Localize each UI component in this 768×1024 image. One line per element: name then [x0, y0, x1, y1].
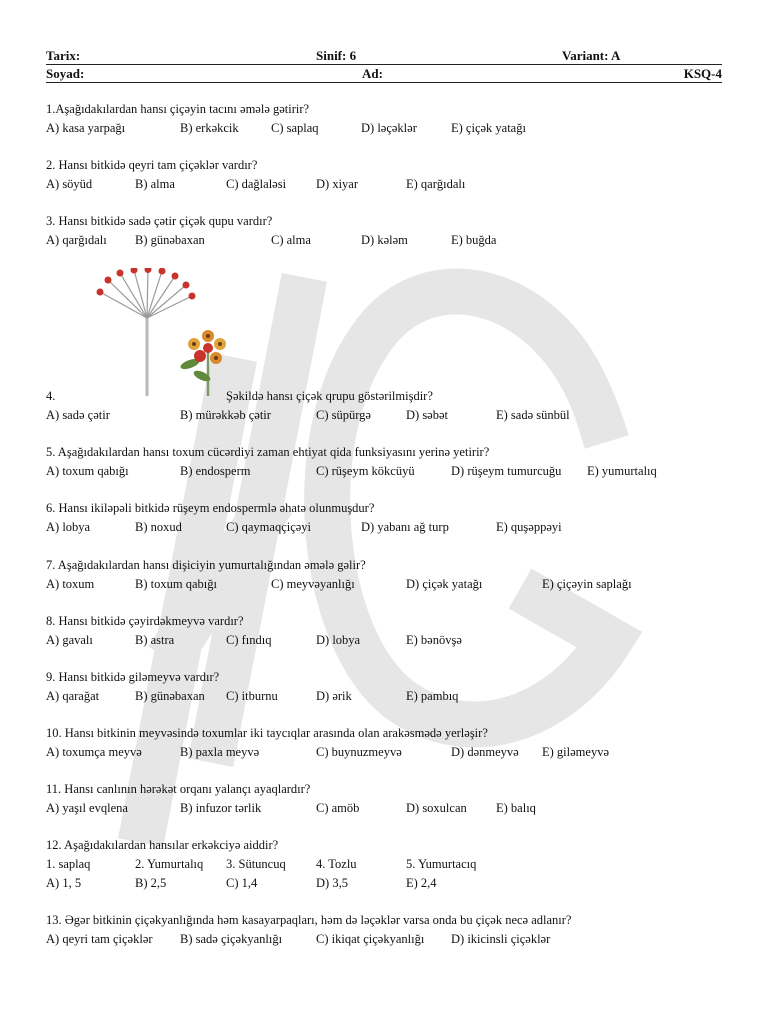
header-row-2 [46, 66, 722, 83]
option-c: C) meyvəyanlığı [271, 577, 355, 591]
options [46, 462, 736, 481]
option-b: B) astra [135, 633, 175, 647]
option-b: B) alma [135, 177, 175, 191]
question-10 [46, 724, 736, 762]
question-text: 9. Hansı bitkidə giləmeyvə vardır? [46, 670, 220, 684]
options [46, 799, 736, 818]
question-4 [46, 387, 736, 425]
option-b: B) erkəkcik [180, 121, 239, 135]
option-d: D) dənmeyvə [451, 745, 519, 759]
options [46, 231, 736, 250]
option-d: D) kələm [361, 233, 408, 247]
option-d: D) 3,5 [316, 876, 348, 890]
options [46, 518, 736, 537]
options [46, 575, 736, 594]
option-a: A) lobya [46, 520, 91, 534]
option-c: C) fındıq [226, 633, 272, 647]
question-text: 1.Aşağıdakılardan hansı çiçəyin tacını əmələ gətirir? [46, 102, 310, 116]
variant-label: Variant: A [562, 48, 621, 63]
option-c: C) qaymaqçiçəyi [226, 520, 312, 534]
question-8 [46, 612, 736, 650]
option-b: B) günəbaxan [135, 233, 205, 247]
option-a: A) gavalı [46, 633, 93, 647]
question-text: Şəkildə hansı çiçək qrupu göstərilmişdir? [226, 389, 433, 403]
options [46, 743, 736, 762]
question-12 [46, 836, 736, 893]
option-d: D) ləçəklər [361, 121, 417, 135]
options [46, 631, 736, 650]
option-b: B) sadə çiçəkyanlığı [180, 932, 283, 946]
option-a: A) qeyri tam çiçəklər [46, 932, 153, 946]
option-a: A) 1, 5 [46, 876, 82, 890]
statement-3: 3. Sütuncuq [226, 857, 286, 871]
option-b: B) toxum qabığı [135, 577, 217, 591]
option-b: B) paxla meyvə [180, 745, 260, 759]
option-a: A) qarağat [46, 689, 100, 703]
options [46, 687, 736, 706]
option-b: B) noxud [135, 520, 182, 534]
question-11 [46, 780, 736, 818]
option-e: E) 2,4 [406, 876, 437, 890]
question-text: 12. Aşağıdakılardan hansılar erkəkciyə aiddir? [46, 838, 279, 852]
option-c: C) ikiqat çiçəkyanlığı [316, 932, 425, 946]
option-c: C) dağlaləsi [226, 177, 287, 191]
option-c: C) amöb [316, 801, 360, 815]
statement-1: 1. saplaq [46, 857, 91, 871]
ksq-code: KSQ-4 [683, 66, 722, 81]
option-e: E) buğda [451, 233, 497, 247]
option-e: E) yumurtalıq [587, 464, 657, 478]
option-a: A) toxum [46, 577, 95, 591]
option-a: A) yaşıl evqlena [46, 801, 128, 815]
options [46, 874, 736, 893]
option-e: E) pambıq [406, 689, 459, 703]
option-a: A) sadə çətir [46, 408, 110, 422]
option-c: C) saplaq [271, 121, 319, 135]
option-c: C) itburnu [226, 689, 278, 703]
question-13 [46, 911, 736, 949]
option-e: E) quşəppəyi [496, 520, 562, 534]
statement-2: 2. Yumurtalıq [135, 857, 204, 871]
option-a: A) kasa yarpağı [46, 121, 126, 135]
option-a: A) qarğıdalı [46, 233, 107, 247]
option-d: D) rüşeym tumurcuğu [451, 464, 562, 478]
umbel-flower-illustration [90, 268, 240, 398]
option-c: C) rüşeym kökcüyü [316, 464, 415, 478]
option-e: E) çiçək yatağı [451, 121, 526, 135]
options [46, 406, 736, 425]
option-b: B) günəbaxan [135, 689, 205, 703]
question-6 [46, 499, 736, 537]
question-text: 2. Hansı bitkidə qeyri tam çiçəklər vardır? [46, 158, 258, 172]
option-d: D) ərik [316, 689, 352, 703]
option-d: D) yabanı ağ turp [361, 520, 449, 534]
option-e: E) çiçəyin saplağı [542, 577, 632, 591]
option-e: E) giləmeyvə [542, 745, 609, 759]
option-c: C) alma [271, 233, 311, 247]
question-text: 8. Hansı bitkidə çəyirdəkmeyvə vardır? [46, 614, 244, 628]
question-7 [46, 556, 736, 594]
option-d: D) xiyar [316, 177, 358, 191]
option-e: E) qarğıdalı [406, 177, 466, 191]
sinif-label: Sinif: 6 [316, 48, 357, 63]
question-text: 5. Aşağıdakılardan hansı toxum cücərdiyi zaman ehtiyat qida funksiyasını yerinə yetirir? [46, 445, 490, 459]
option-e: E) bənövşə [406, 633, 462, 647]
option-b: B) endosperm [180, 464, 251, 478]
option-c: C) buynuzmeyvə [316, 745, 402, 759]
option-b: B) infuzor tərlik [180, 801, 262, 815]
soyad-label: Soyad: [46, 66, 85, 81]
statement-items [46, 855, 736, 874]
option-e: E) sadə sünbül [496, 408, 570, 422]
question-1 [46, 100, 736, 138]
option-d: D) səbət [406, 408, 448, 422]
question-9 [46, 668, 736, 706]
option-a: A) toxumça meyvə [46, 745, 142, 759]
question-number: 4. [46, 389, 56, 403]
option-d: D) lobya [316, 633, 361, 647]
options [46, 119, 736, 138]
option-a: A) söyüd [46, 177, 93, 191]
option-c: C) süpürgə [316, 408, 371, 422]
question-text: 3. Hansı bitkidə sadə çətir çiçək qupu vardır? [46, 214, 273, 228]
header-row-1 [46, 48, 722, 65]
option-e: E) balıq [496, 801, 536, 815]
question-2 [46, 156, 736, 194]
option-d: D) ikicinsli çiçəklər [451, 932, 551, 946]
option-c: C) 1,4 [226, 876, 258, 890]
question-5 [46, 443, 736, 481]
option-d: D) soxulcan [406, 801, 467, 815]
statement-4: 4. Tozlu [316, 857, 357, 871]
question-text: 6. Hansı ikiləpəli bitkidə rüşeym endospermlə əhatə olunmuşdur? [46, 501, 375, 515]
option-d: D) çiçək yatağı [406, 577, 483, 591]
question-line [46, 387, 736, 406]
tarix-label: Tarix: [46, 48, 81, 63]
option-b: B) 2,5 [135, 876, 167, 890]
ad-label: Ad: [362, 66, 383, 81]
question-3 [46, 212, 736, 250]
question-text: 10. Hansı bitkinin meyvəsində toxumlar iki taycıqlar arasında olan arakəsmədə yerləşir? [46, 726, 488, 740]
question-text: 7. Aşağıdakılardan hansı dişiciyin yumurtalığından əmələ gəlir? [46, 558, 366, 572]
question-text: 13. Əgər bitkinin çiçəkyanlığında həm kasayarpaqları, həm də ləçəklər varsa onda bu çiçək necə adlanır? [46, 913, 572, 927]
option-b: B) mürəkkəb çətir [180, 408, 271, 422]
statement-5: 5. Yumurtacıq [406, 857, 477, 871]
options [46, 175, 736, 194]
options [46, 930, 736, 949]
option-a: A) toxum qabığı [46, 464, 129, 478]
question-text: 11. Hansı canlının hərəkət orqanı yalançı ayaqlardır? [46, 782, 311, 796]
